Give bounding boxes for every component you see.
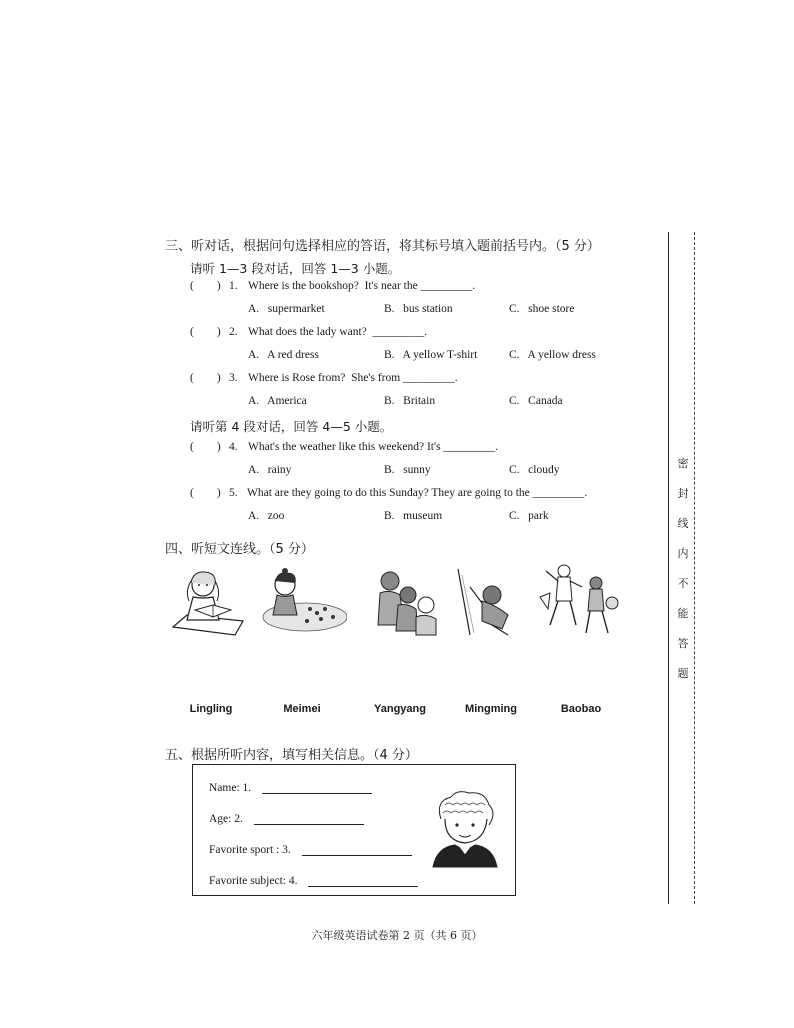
question-number: 1.: [229, 280, 238, 292]
section3-title: 三、听对话，根据问句选择相应的答语，将其标号填入题前括号内。（5 分）: [165, 239, 600, 254]
info-row-subject: [209, 875, 418, 887]
question-number: 5.: [229, 487, 238, 499]
question-number: 2.: [229, 326, 238, 338]
option-b: B. museum: [384, 510, 443, 522]
info-row-age: [209, 813, 364, 825]
field-label: Favorite sport : 3.: [209, 844, 291, 856]
seal-char: 不: [677, 577, 689, 590]
question-text: Where is the bookshop? It's near the _________.: [248, 280, 476, 292]
seal-char: 答: [677, 637, 689, 650]
option-a: A. supermarket: [248, 303, 325, 315]
name-label: Mingming: [465, 703, 517, 715]
name-label: Lingling: [189, 703, 233, 715]
seal-char: 线: [677, 517, 689, 530]
binding-line-dashed: [694, 232, 695, 904]
name-label: Baobao: [560, 703, 602, 715]
field-label: Name: 1.: [209, 782, 252, 794]
age-blank[interactable]: [254, 824, 364, 825]
girl-reading-illustration: [165, 565, 247, 637]
answer-paren[interactable]: ( ): [190, 487, 221, 499]
subject-blank[interactable]: [308, 886, 418, 887]
section5-title: 五、根据所听内容，填写相关信息。（4 分）: [165, 748, 418, 763]
option-a: A. America: [248, 395, 307, 407]
boys-playing-basketball-illustration: [538, 563, 622, 637]
option-c: C. cloudy: [509, 464, 560, 476]
option-c: C. shoe store: [509, 303, 575, 315]
section4-title: 四、听短文连线。（5 分）: [165, 542, 314, 557]
boy-playing-chess-illustration: [255, 565, 347, 637]
option-a: A. zoo: [248, 510, 285, 522]
info-row-sport: [209, 844, 412, 856]
section3-instruction-1: 请听 1—3 段对话，回答 1—3 小题。: [190, 261, 401, 276]
question-number: 4.: [229, 441, 238, 453]
binding-line-solid: [668, 232, 669, 904]
page-footer: 六年级英语试卷第 2 页（共 6 页）: [311, 929, 483, 942]
info-row-name: [209, 782, 372, 794]
answer-paren[interactable]: ( ): [190, 372, 221, 384]
field-label: Age: 2.: [209, 813, 243, 825]
answer-paren[interactable]: ( ): [190, 326, 221, 338]
name-label: Meimei: [283, 703, 321, 715]
curly-hair-boy-illustration: [429, 789, 499, 869]
seal-char: 题: [677, 667, 689, 680]
option-a: A. A red dress: [248, 349, 319, 361]
question-text: What's the weather like this weekend? It's _________.: [248, 441, 499, 453]
seal-char: 能: [677, 607, 689, 620]
field-label: Favorite subject: 4.: [209, 875, 298, 887]
name-blank[interactable]: [262, 793, 372, 794]
option-a: A. rainy: [248, 464, 292, 476]
option-b: B. A yellow T-shirt: [384, 349, 478, 361]
answer-paren[interactable]: ( ): [190, 280, 221, 292]
option-b: B. sunny: [384, 464, 431, 476]
sport-blank[interactable]: [302, 855, 412, 856]
answer-paren[interactable]: ( ): [190, 441, 221, 453]
option-b: B. Britain: [384, 395, 436, 407]
seal-char: 密: [677, 457, 689, 470]
section3-instruction-2: 请听第 4 段对话，回答 4—5 小题。: [190, 419, 393, 434]
question-text: What does the lady want? _________.: [248, 326, 428, 338]
question-number: 3.: [229, 372, 238, 384]
name-label: Yangyang: [374, 703, 426, 715]
seal-char: 内: [677, 547, 689, 560]
info-card: [192, 764, 516, 896]
question-text: What are they going to do this Sunday? They are going to the _________.: [247, 487, 588, 499]
boy-climbing-illustration: [452, 565, 524, 637]
option-c: C. A yellow dress: [509, 349, 596, 361]
option-c: C. park: [509, 510, 549, 522]
question-text: Where is Rose from? She's from _________.: [248, 372, 458, 384]
seal-char: 封: [677, 487, 689, 500]
people-talking-illustration: [370, 565, 442, 637]
option-b: B. bus station: [384, 303, 453, 315]
option-c: C. Canada: [509, 395, 563, 407]
